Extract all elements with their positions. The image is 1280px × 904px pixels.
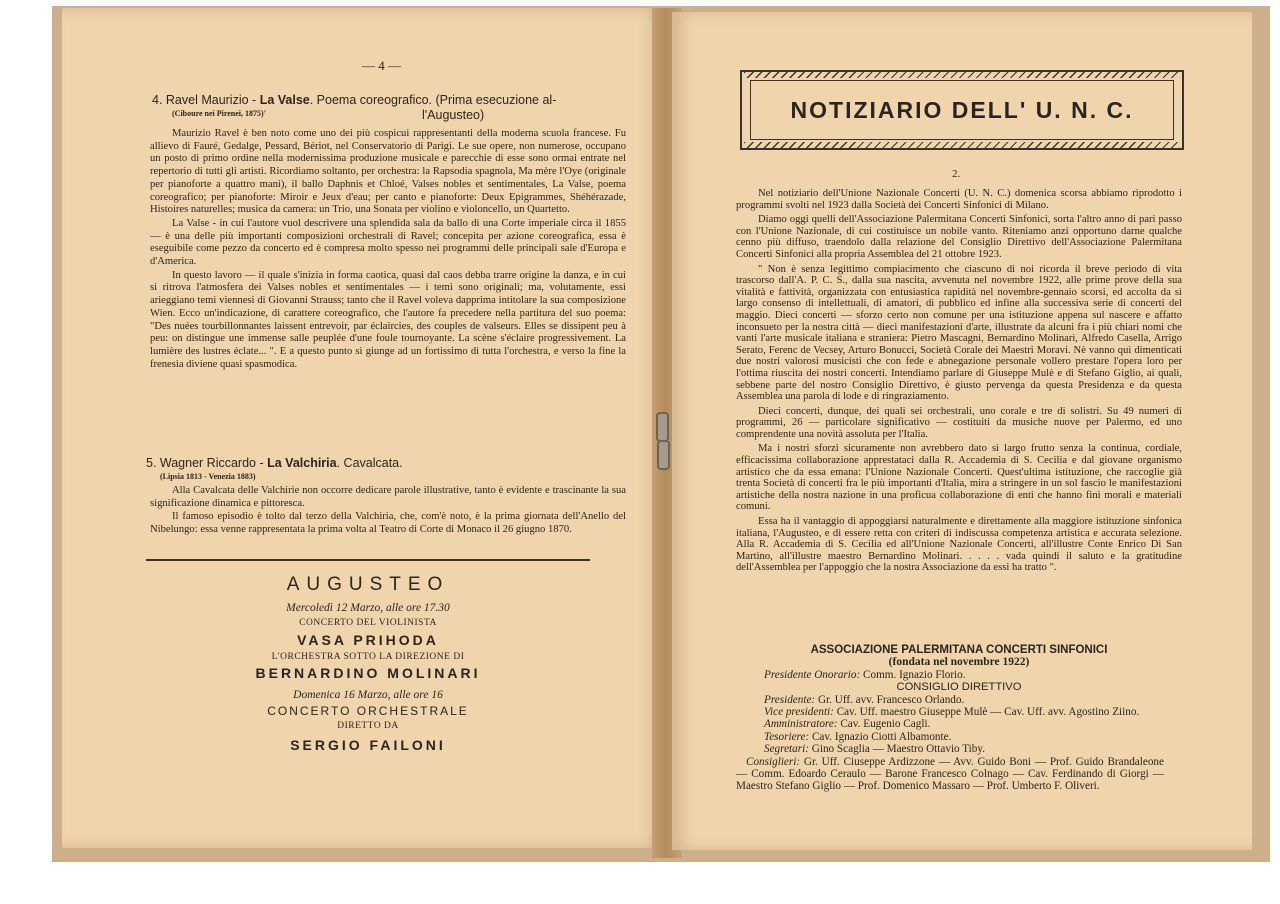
ravel-birth: (Ciboure nei Pirenei, 1875)' <box>172 109 266 118</box>
conductor2-name: SERGIO FAILONI <box>290 737 446 753</box>
association-info <box>736 644 1164 793</box>
secretaries-label: Segretari: <box>764 743 809 756</box>
treasurer-label: Tesoriere: <box>764 730 810 743</box>
vice-presidents <box>754 706 1164 718</box>
right-page <box>672 12 1252 850</box>
wagner-work-title: La Valchiria <box>267 456 337 470</box>
orchestra-direction: L'ORCHESTRA SOTTO LA DIREZIONE DI <box>271 652 465 662</box>
concert2-date: Domenica 16 Marzo, alle ore 16 <box>293 689 443 701</box>
banner-hatch-top <box>744 72 1180 78</box>
vice-value: Cav. Uff. maestro Giuseppe Mulè — Cav. Uff. avv. Agostino Ziino. <box>833 706 1140 719</box>
president-label: Presidente: <box>764 693 816 706</box>
admin-value: Cav. Eugenio Cagli. <box>837 718 931 731</box>
news-paragraph: Essa ha il vantaggio di appoggiarsi naturalmente e direttamente alla maggiore istituzione sinfonica italiana, l'Augusteo, e di essere retta con criteri di indiscussa competenza artistica e accurata selezione. Alla R. Accademia di S. Cecilia ed all'Unione Nazionale Concerti, all'illustre Conte Enrico Di San Martino, all'illustre maestro Bernardino Molinari. . . . . vada quindi il saluto e la gratitudine dell'Assemblea per l'appoggio che la nostra Associazione da essi ha tratto ". <box>736 516 1182 574</box>
ravel-paragraph: La Valse - in cui l'autore vuol descrivere una splendida sala da ballo di una Corte imperiale circa il 1855 — è una delle più importanti composizioni orchestrali di Ravel; concepita per azione coreografica, essa è eseguibile come pezzo da concerto ed è compresa molto spesso nei programmi delle principali sale d'Europa e d'America. <box>150 217 626 268</box>
augusteo-title: AUGUSTEO <box>286 574 450 595</box>
honorary-value: Comm. Ignazio Florio. <box>860 668 966 681</box>
secretaries-value: Gino Scaglia — Maestro Ottavio Tiby. <box>808 743 986 756</box>
news-paragraph: Nel notiziario dell'Unione Nazionale Concerti (U. N. C.) domenica scorsa abbiamo riprodotto i programmi svolti nel 1923 dalla Società dei Concerti Sinfonici di Milano. <box>736 188 1182 211</box>
concert1-type: CONCERTO DEL VIOLINISTA <box>299 618 437 628</box>
ravel-paragraph: Maurizio Ravel è ben noto come uno dei più cospicui rappresentanti della moderna scuola francese. Fu allievo di Fauré, Gedalge, Pessard, Bériot, nel Conservatorio di Parigi. Le sue opere, non numerose, occupano un posto di primo ordine nella modernissima produzione musicale e parecchie di esse sono ormai entrate nel repertorio di tutti gli artisti. Ricordiamo soltanto, per orchestra: la Rapsodia spagnola, Ma mère l'Oye (originale per pianoforte a quattro mani), il ballo Daphnis et Chloé, Valses nobles et sentimentales, La Valse, poema coreografico; per pianoforte: Miroir e Jeux d'eau; per canto e pianoforte: Deux Epigrammes, Shéhérazade, Histoires naturelles; musica da camera: un Trio, una Sonata per violino e violoncello, un Quartetto. <box>150 128 626 216</box>
ravel-composer: 4. Ravel Maurizio - <box>152 93 260 107</box>
staple-bottom <box>657 440 670 470</box>
staple-top <box>656 412 669 442</box>
honorary-president <box>754 669 1164 681</box>
ravel-heading-line2: l'Augusteo) <box>422 108 485 122</box>
treasurer-value: Cav. Ignazio Ciotti Albamonte. <box>809 730 952 743</box>
association-name: ASSOCIAZIONE PALERMITANA CONCERTI SINFONICI <box>810 644 1108 656</box>
honorary-label: Presidente Onorario: <box>764 668 861 681</box>
secretaries <box>754 743 1164 755</box>
ravel-text <box>150 128 626 372</box>
page-number: — 4 — <box>362 58 401 73</box>
banner-hatch-bottom <box>744 142 1180 148</box>
news-paragraph: Ma i nostri sforzi sicuramente non avrebbero dato sì largo frutto senza la continua, cordiale, efficacissima collaborazione apprestataci dalla R. Accademia di S. Cecilia e dal giovane organismo artistico che da essa emana: l'Unione Nazionale Concerti. Quest'ultima istituzione, che raccoglie già trenta Società di concerti fra le più importanti d'Italia, mira a stringere in un sol fascio le manifestazioni artistiche della nostra nazione in una proficua collaborazione di enti che hanno fini morali e materiali comuni. <box>736 443 1182 513</box>
augusteo-notice <box>146 574 590 753</box>
councillors-label: Consiglieri: <box>746 755 801 768</box>
section-number: 2. <box>952 168 961 180</box>
ravel-paragraph: In questo lavoro — il quale s'inizia in forma caotica, quasi dal caos debba trarre origine la danza, e in cui si ritrova l'atmosfera dei Valses nobles et sentimentales — i temi sono originali; ma, volutamente, essi arieggiano temi viennesi di Giovanni Strauss; tanto che il Ravel voleva dapprima intitolare la sua composizione Wien. Ecco un'indicazione, di carattere coreografico, che l'autore fa precedere nella partitura del suo poema: "Des nuées tourbillonnantes laissent entrevoir, par éclaircies, des couples de valseurs. Elles se dissipent peu à peu: on distingue une immense salle peuplée d'une foule tournoyante. La scène s'éclaire progressivement. La lumière des lustres éclate... ". E a questo punto si giunge ad un fortissimo di tutta l'orchestra, e verso la fine la frenesia diviene quasi spasmodica. <box>150 269 626 370</box>
concert1-date: Mercoledì 12 Marzo, alle ore 17.30 <box>286 602 450 614</box>
president <box>754 694 1164 706</box>
divider-rule <box>146 559 590 561</box>
wagner-heading <box>146 456 616 470</box>
wagner-birth: (Lipsia 1813 - Venezia 1883) <box>160 472 256 481</box>
concert2-type: CONCERTO ORCHESTRALE <box>267 704 469 718</box>
wagner-composer: 5. Wagner Riccardo - <box>146 456 268 470</box>
wagner-text <box>150 485 626 538</box>
violinist-name: VASA PRIHODA <box>297 632 439 648</box>
conductor1-name: BERNARDINO MOLINARI <box>255 665 481 681</box>
ravel-work-desc: . Poema coreografico. (Prima esecuzione al- <box>309 93 557 107</box>
administrator <box>754 718 1164 730</box>
councillors <box>736 756 1164 793</box>
news-paragraph: " Non è senza legittimo compiacimento che ciascuno di noi ricorda il breve periodo di vita trascorso dall'A. P. C. S., dalla sua nascita, avvenuta nel novembre 1922, alle prime prove della sua vitalità e fattività, organizzata con entusiastica rapidità nel novembre-gennaio scorsi, ed accolta da sì largo consenso di intellettuali, di amatori, di pubblico ed infine alla successiva serie di concerti del maggio. Dieci concerti — sforzo certo non comune per una istituzione appena sul nascere e affatto inconsueto per la nostra città — dieci manifestazioni d'arte, illustrate da alcuni fra i più chiari nomi che vanti l'arte musicale italiana e straniera: Pietro Mascagni, Bernardino Molinari, Alfredo Casella, Arrigo Serato, Ferenc de Vecsey, Arturo Bonucci, Società Corale dei Maestri Moravi. Nè vanno qui dimenticati due nostri valorosi musicisti che con fede e abnegazione personale vollero prestare l'opera loro per l'ottima riuscita dei nostri concerti. Intendiamo parlare di Giuseppe Mulè e di Stefano Giglio, ai quali, sebbene parte del nostro Consiglio Direttivo, è giusto pervenga da questa Presidenza e da questa Assemblea una parola di lode e di ringraziamento. <box>736 263 1182 403</box>
association-founded: (fondata nel novembre 1922) <box>888 656 1030 669</box>
wagner-work-desc: . Cavalcata. <box>336 456 403 470</box>
councillors-value: Gr. Uff. Ciuseppe Ardizzone — Avv. Guido Boni — Prof. Guido Brandaleone — Comm. Edoardo Ceraulo — Barone Francesco Colnago — Cav. Ferdinando di Giorgi — Maestro Stefano Giglio — Prof. Domenico Massaro — Prof. Umberto F. Oliveri. <box>736 755 1164 793</box>
news-paragraph: Diamo oggi quelli dell'Associazione Palermitana Concerti Sinfonici, sorta l'altro anno di pari passo con l'Unione Nazionale, di cui costituisce un nobile vanto. Riteniamo anzi opportuno darne qualche cenno più diffuso, traendolo dalla relazione del Consiglio Direttivo dell'Associazione Palermitana Concerti Sinfonici alla propria Assemblea del 21 ottobre 1923. <box>736 214 1182 260</box>
notiziario-text <box>736 188 1182 577</box>
left-page <box>62 8 662 848</box>
directed-by: DIRETTO DA <box>337 721 399 731</box>
board-title: CONSIGLIO DIRETTIVO <box>896 681 1022 694</box>
vice-label: Vice presidenti: <box>764 706 834 719</box>
wagner-paragraph: Il famoso episodio è tolto dal terzo della Valchiria, che, com'è noto, è la prima giornata dell'Anello del Nibelungo: essa venne rappresentata la prima volta al Teatro di Corte di Monaco il 26 giugno 1870. <box>150 511 626 536</box>
admin-label: Amministratore: <box>764 718 838 731</box>
president-value: Gr. Uff. avv. Francesco Orlando. <box>815 693 965 706</box>
ravel-work-title: La Valse <box>259 93 310 107</box>
notiziario-banner <box>740 70 1184 150</box>
ravel-heading <box>152 93 622 107</box>
banner-title: NOTIZIARIO DELL' U. N. C. <box>790 97 1134 123</box>
wagner-paragraph: Alla Cavalcata delle Valchirie non occorre dedicare parole illustrative, tanto è evidente e trascinante la sua significazione dinamica e pittoresca. <box>150 485 626 509</box>
news-paragraph: Dieci concerti, dunque, dei quali sei orchestrali, uno corale e tre di solistri. Su 49 numeri di programmi, 26 — particolare significativo — costituiti da musiche nuove per Palermo, ed uno comprendente una novità assoluta per l'Italia. <box>736 405 1182 440</box>
treasurer <box>754 731 1164 743</box>
